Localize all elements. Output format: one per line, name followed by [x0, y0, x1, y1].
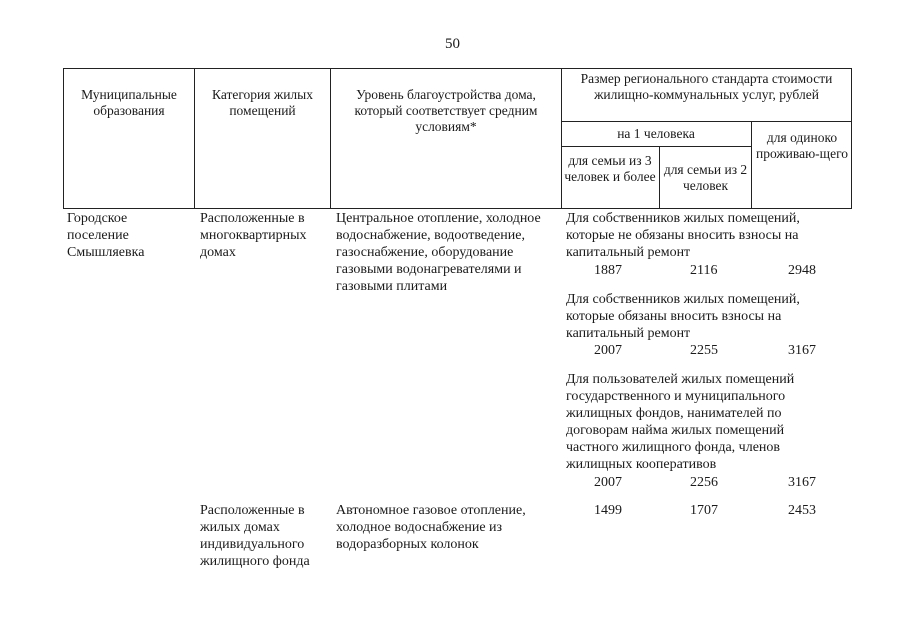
- row1-group2-single: 3167: [788, 343, 816, 358]
- per-person-top-border: [561, 121, 852, 122]
- row2-single: 2453: [788, 503, 816, 518]
- col-divider-5: [751, 121, 752, 209]
- header-standard: Размер регионального стандарта стоимости жилищно-коммунальных услуг, рублей: [580, 71, 833, 102]
- header-family2: для семьи из 2 человек: [663, 162, 748, 193]
- row1-category: Расположенные в многоквартирных домах: [200, 211, 307, 260]
- row1-group3-family3: 2007: [594, 475, 622, 490]
- header-bottom-border: [63, 208, 852, 209]
- row1-group1-single: 2948: [788, 263, 816, 278]
- col-divider-4: [659, 146, 660, 209]
- table-top-border: [63, 68, 852, 69]
- row1-group2-family2: 2255: [690, 343, 718, 358]
- row1-municipality: Городское поселение Смышляевка: [67, 211, 145, 260]
- table-right-border: [851, 68, 852, 209]
- header-municipality: Муниципальные образования: [81, 87, 177, 118]
- page-number: 50: [445, 36, 460, 52]
- header-single: для одиноко проживаю-щего: [755, 130, 849, 161]
- table-left-border: [63, 68, 64, 209]
- row1-group1-family3: 1887: [594, 263, 622, 278]
- header-level: Уровень благоустройства дома, который соответствует средним условиям*: [354, 87, 538, 134]
- row1-group2-family3: 2007: [594, 343, 622, 358]
- header-per-person: на 1 человека: [617, 126, 695, 141]
- row1-group1-label: Для собственников жилых помещений, которые не обязаны вносить взносы на капитальный ремонт: [566, 211, 800, 260]
- row1-level: Центральное отопление, холодное водоснабжение, водоотведение, газоснабжение, оборудование газовыми водонагревателями и газовыми плитами: [336, 211, 541, 294]
- row1-group3-label: Для пользователей жилых помещений государственного и муниципального жилищных фондов, нанимателей по договорам найма жилых помещений частного жилищного фонда, членов жилищных кооперативов: [566, 372, 795, 472]
- header-family3: для семьи из 3 человек и более: [564, 153, 656, 184]
- row2-category: Расположенные в жилых домах индивидуального жилищного фонда: [200, 503, 310, 569]
- col-divider-1: [194, 68, 195, 209]
- row2-level: Автономное газовое отопление, холодное водоснабжение из водоразборных колонок: [336, 503, 526, 552]
- row1-group3-single: 3167: [788, 475, 816, 490]
- row1-group3-family2: 2256: [690, 475, 718, 490]
- row1-group2-label: Для собственников жилых помещений, которые обязаны вносить взносы на капитальный ремонт: [566, 292, 800, 341]
- family-top-border: [561, 146, 751, 147]
- row2-family2: 1707: [690, 503, 718, 518]
- row1-group1-family2: 2116: [690, 263, 718, 278]
- header-category: Категория жилых помещений: [212, 87, 313, 118]
- row2-family3: 1499: [594, 503, 622, 518]
- col-divider-2: [330, 68, 331, 209]
